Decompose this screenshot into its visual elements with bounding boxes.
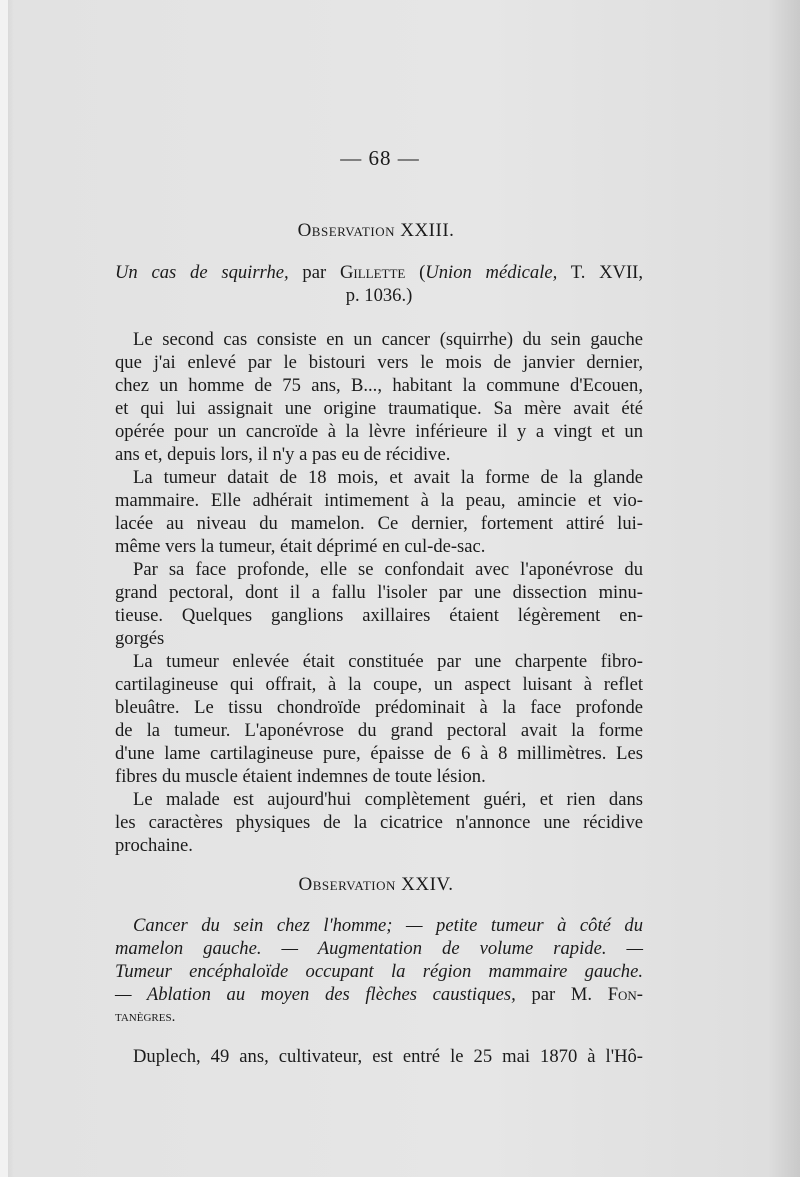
text-line: bleuâtre. Le tissu chondroïde prédominait à la face profonde (115, 697, 643, 718)
subtitle-text: — Ablation au moyen des flèches caustiques, (115, 984, 516, 1005)
text-line: les caractères physiques de la cicatrice n'annonce une récidive (115, 812, 643, 833)
subtitle-line: mamelon gauche. — Augmentation de volume rapide. — (115, 938, 643, 959)
subtitle-italic: Un cas de squirrhe, (115, 262, 289, 283)
text-line: Le second cas consiste en un cancer (squirrhe) du sein gauche (133, 329, 643, 350)
text-line: gorgés (115, 628, 165, 649)
text-line: prochaine. (115, 835, 193, 856)
text-line: Le malade est aujourd'hui complètement guéri, et rien dans (133, 789, 643, 810)
subtitle-paren: ( (405, 262, 426, 283)
text-line: de la tumeur. L'aponévrose du grand pectoral avait la forme (115, 720, 643, 741)
observation-body (115, 1045, 643, 1068)
text-line: chez un homme de 75 ans, B..., habitant la commune d'Ecouen, (115, 375, 643, 396)
observation-title: Observation XXIV. (298, 874, 454, 895)
text-line: cartilagineuse qui offrait, à la coupe, un aspect luisant à reflet (115, 674, 643, 695)
text-line: Par sa face profonde, elle se confondait avec l'aponévrose du (133, 559, 643, 580)
subtitle-pages: p. 1036.) (345, 285, 413, 306)
text-line: grand pectoral, dont il a fallu l'isoler par une dissection minu- (115, 582, 643, 603)
subtitle-author: Gillette (339, 262, 406, 283)
subtitle-journal: Union médicale, (425, 262, 558, 283)
observation-subtitle (115, 261, 643, 307)
page-edge (0, 0, 8, 1177)
text-line: fibres du muscle étaient indemnes de toute lésion. (115, 766, 486, 787)
text-line: tieuse. Quelques ganglions axillaires étaient légèrement en- (115, 605, 643, 626)
text-line: La tumeur enlevée était constituée par une charpente fibro- (133, 651, 643, 672)
observation-body (115, 328, 643, 857)
subtitle-line: Tumeur encéphaloïde occupant la région mammaire gauche. (115, 961, 643, 982)
subtitle-line (115, 983, 643, 1006)
text-line: d'une lame cartilagineuse pure, épaisse de 6 à 8 millimètres. Les (115, 743, 643, 764)
subtitle-author-cont: tanègres. (115, 1009, 176, 1025)
text-line: opérée pour un cancroïde à la lèvre inférieure il y a vingt et un (115, 421, 643, 442)
text-line: lacée au niveau du mamelon. Ce dernier, fortement attiré lui- (115, 513, 643, 534)
text-line: et qui lui assignait une origine traumatique. Sa mère avait été (115, 398, 643, 419)
text-line: La tumeur datait de 18 mois, et avait la forme de la glande (133, 467, 643, 488)
observation-title: Observation XXIII. (297, 220, 455, 241)
text-line: ans et, depuis lors, il n'y a pas eu de récidive. (115, 444, 451, 465)
text-line: mammaire. Elle adhérait intimement à la peau, amincie et vio- (115, 490, 643, 511)
subtitle-volume: T. XVII, (557, 262, 644, 283)
subtitle-line (115, 261, 643, 284)
subtitle-by: par (288, 262, 340, 283)
text-line: même vers la tumeur, était déprimé en cul-de-sac. (115, 536, 486, 557)
subtitle-by: par M. (515, 984, 608, 1005)
subtitle-line: Cancer du sein chez l'homme; — petite tumeur à côté du (133, 915, 643, 936)
observation-subtitle (115, 914, 643, 1029)
text-line: Duplech, 49 ans, cultivateur, est entré le 25 mai 1870 à l'Hô- (133, 1046, 643, 1067)
subtitle-author: Fon- (607, 984, 643, 1005)
page-number: — 68 — (340, 146, 420, 170)
text-line: que j'ai enlevé par le bistouri vers le mois de janvier dernier, (115, 352, 643, 373)
